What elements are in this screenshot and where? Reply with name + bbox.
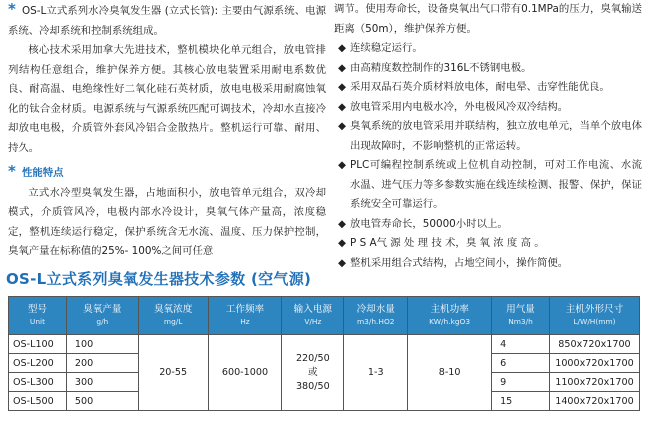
cell-output: 500: [66, 392, 138, 411]
diamond-bullet-icon: ◆: [338, 42, 346, 54]
right-column: [334, 0, 642, 273]
left-column: [8, 0, 326, 262]
header-host-power: 主机功率 KW/h.kgO3: [408, 297, 492, 335]
features-heading: [8, 162, 326, 184]
table-row: [9, 335, 640, 354]
cell-gas-usage: 9: [492, 373, 550, 392]
diamond-bullet-icon: ◆: [338, 100, 346, 113]
header-dimensions: 主机外形尺寸 L/W/H(mm): [549, 297, 639, 335]
cell-gas-usage: 6: [492, 354, 550, 373]
features-title: 性能特点: [22, 167, 64, 179]
continuation-paragraph: 调节。使用寿命长，设备臭氧出气口带有0.1MPa的压力，臭氧输送距离（50m），维护保养方便。: [334, 3, 642, 35]
intro-title: OS-L立式系列水冷臭氧发生器 (立式长管): [22, 5, 215, 17]
header-frequency: 工作频率 Hz: [208, 297, 282, 335]
cell-input-power: 220/50 或 380/50: [282, 335, 344, 411]
diamond-bullet-icon: ◆: [338, 256, 346, 269]
diamond-bullet-icon: ◆: [338, 61, 346, 74]
features-text: 立式水冷型臭氧发生器，占地面积小，放电管单元组合，双冷却模式，介质管风冷，电极内部水冷设计，臭氧气体产量高，浓度稳定，整机连续运行稳定，保护系统含无水流、温度、压力保护控制，臭氧产量在标称值的25%- 100%之间可任意: [8, 186, 326, 257]
cell-dimensions: 1400x720x1700: [549, 392, 639, 411]
list-item: ◆ 放电管寿命长，50000小时以上。: [334, 215, 642, 235]
cell-model: OS-L300: [9, 373, 67, 392]
list-item: ◆ 采用双晶石英介质材料放电体，耐电晕、击穿性能优良。: [334, 78, 642, 98]
cell-dimensions: 850x720x1700: [549, 335, 639, 354]
list-item: ◆ PLC可编程控制系统或上位机自动控制，可对工作电流、水流 水温、进气压力等多参数实施在线连续检测、报警、保护，保证系统安全可靠运行。: [334, 156, 642, 215]
diamond-bullet-icon: ◆: [338, 237, 346, 249]
spec-table: [8, 296, 640, 411]
intro-paragraph: [8, 0, 326, 41]
cell-model: OS-L100: [9, 335, 67, 354]
cell-output: 300: [66, 373, 138, 392]
diamond-bullet-icon: ◆: [338, 159, 346, 171]
cell-gas-usage: 15: [492, 392, 550, 411]
list-item: ◆ 整机采用组合式结构，占地空间小，操作简便。: [334, 254, 642, 274]
cell-dimensions: 1000x720x1700: [549, 354, 639, 373]
diamond-bullet-icon: ◆: [338, 120, 346, 132]
feature-list: [334, 39, 642, 273]
diamond-bullet-icon: ◆: [338, 81, 346, 93]
cell-model: OS-L200: [9, 354, 67, 373]
header-gas-usage: 用气量 Nm3/h: [492, 297, 550, 335]
cell-output: 200: [66, 354, 138, 373]
core-paragraph: [8, 41, 326, 158]
list-item: ◆ 由高精度数控制作的316L不锈钢电极。: [334, 59, 642, 79]
cell-frequency: 600-1000: [208, 335, 282, 411]
list-item: ◆ 连续稳定运行。: [334, 39, 642, 59]
cell-dimensions: 1100x720x1700: [549, 373, 639, 392]
diamond-bullet-icon: ◆: [338, 217, 346, 230]
list-item: ◆ 放电管采用内电极水冷，外电极风冷双冷结构。: [334, 98, 642, 118]
table-header-row: [9, 297, 640, 335]
cell-model: OS-L500: [9, 392, 67, 411]
core-text: 核心技术采用加拿大先进技术，整机模块化单元组合，放电管排列结构任意组合，维护保养方便。其核心放电装置采用耐电系数优良、耐高温、电绝缘性好二氧化硅石英材质，放电电极采用耐腐蚀氧化的钛合金材质。电源系统与气源系统匹配可调技术，冷却水直接冷却放电电极，介质管外套风冷铝合金散热片。整机运行可靠、耐用、持久。: [8, 44, 326, 154]
cell-output: 100: [66, 335, 138, 354]
list-item: ◆ P S A气 源 处 理 技 术，臭 氧 浓 度 高 。: [334, 234, 642, 254]
cell-cooling-water: 1-3: [344, 335, 408, 411]
header-output: 臭氧产量 g/h: [66, 297, 138, 335]
features-paragraph: [8, 184, 326, 262]
cell-concentration: 20-55: [138, 335, 208, 411]
cell-host-power: 8-10: [408, 335, 492, 411]
header-model: 型号 Unit: [9, 297, 67, 335]
star-icon: *: [8, 0, 16, 18]
intro-text: : 主要由气源系统、电源系统、冷却系统和控制系统组成。: [8, 5, 326, 37]
header-concentration: 臭氧浓度 mg/L: [138, 297, 208, 335]
header-input-power: 输入电源 V/Hz: [282, 297, 344, 335]
spec-table-title: OS-L立式系列臭氧发生器技术参数 (空气源): [6, 270, 312, 288]
list-item: ◆ 臭氧系统的放电管采用并联结构，独立放电单元，当单个放电体出现故障时，不影响整机的正常运转。: [334, 117, 642, 156]
header-cooling-water: 冷却水量 m3/h.HO2: [344, 297, 408, 335]
cell-gas-usage: 4: [492, 335, 550, 354]
star-icon: *: [8, 162, 16, 180]
